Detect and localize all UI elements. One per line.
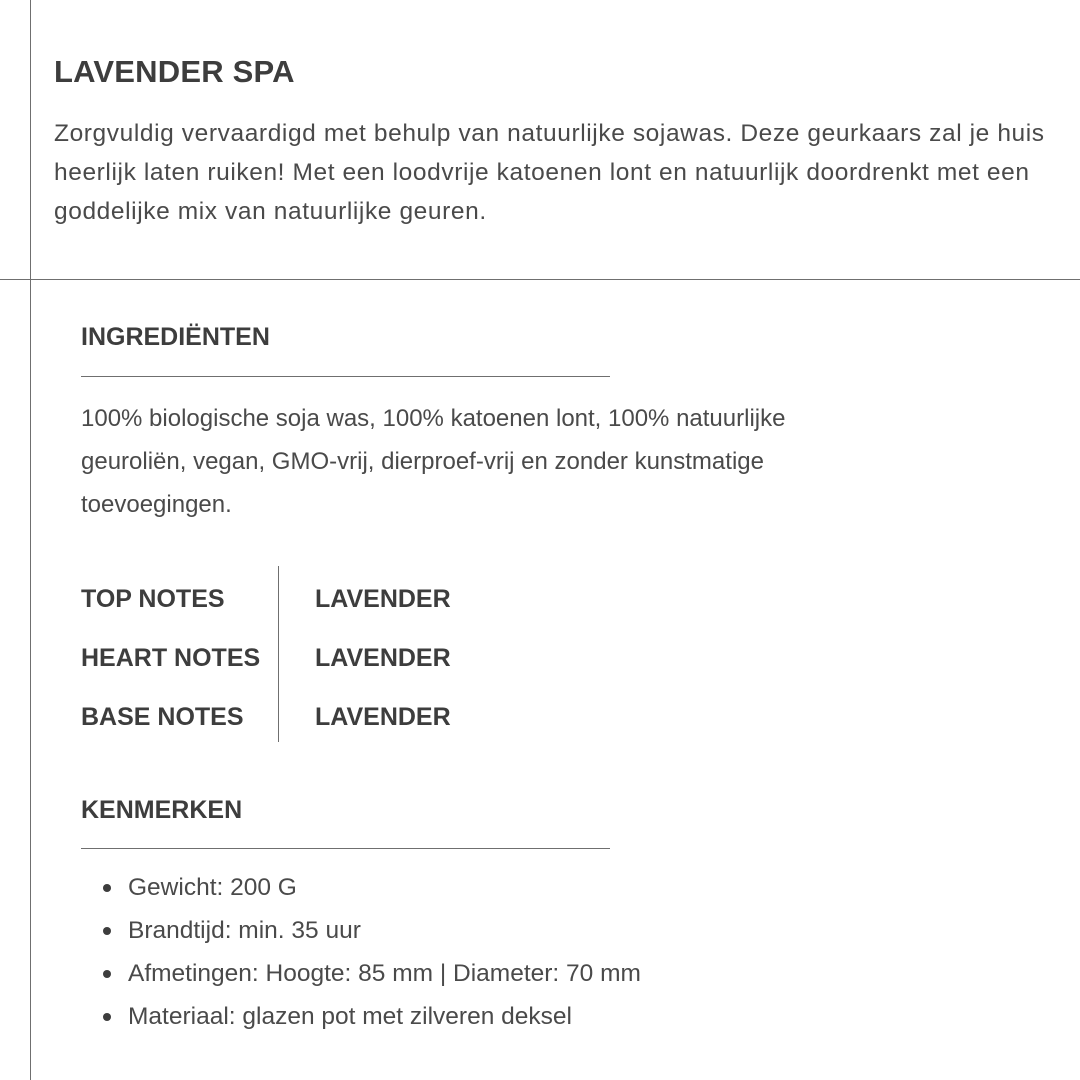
list-item <box>100 866 641 909</box>
bullet-icon <box>103 970 111 978</box>
product-description: Zorgvuldig vervaardigd met behulp van natuurlijke sojawas. Deze geurkaars zal je huis heerlijk laten ruiken! Met een loodvrije katoenen lont en natuurlijk doordrenkt met een goddelijke mix van natuurlijke geuren. <box>54 120 1045 225</box>
base-notes-label: BASE NOTES <box>81 703 244 731</box>
features-list <box>100 866 641 1038</box>
top-notes-value: LAVENDER <box>315 585 451 613</box>
feature-weight: Gewicht: 200 G <box>128 874 297 901</box>
bullet-icon <box>103 1013 111 1021</box>
ingredients-text: 100% biologische soja was, 100% katoenen lont, 100% natuurlijke geuroliën, vegan, GMO-vrij, dierproef-vrij en zonder kunstmatige toevoegingen. <box>81 405 786 518</box>
base-notes-value: LAVENDER <box>315 703 451 731</box>
list-item <box>100 952 641 995</box>
heart-notes-value: LAVENDER <box>315 644 451 672</box>
feature-material: Materiaal: glazen pot met zilveren deksel <box>128 1003 572 1030</box>
features-heading-rule <box>81 848 610 849</box>
ingredients-heading-rule <box>81 376 610 377</box>
feature-dimensions: Afmetingen: Hoogte: 85 mm | Diameter: 70 mm <box>128 960 641 987</box>
horizontal-divider <box>0 279 1080 280</box>
heart-notes-label: HEART NOTES <box>81 644 261 672</box>
notes-column-divider <box>278 566 279 742</box>
features-heading: KENMERKEN <box>81 796 243 824</box>
vertical-divider <box>30 0 31 1080</box>
list-item <box>100 909 641 952</box>
bullet-icon <box>103 884 111 892</box>
list-item <box>100 995 641 1038</box>
product-title: LAVENDER SPA <box>54 54 295 89</box>
bullet-icon <box>103 927 111 935</box>
ingredients-heading: INGREDIËNTEN <box>81 323 270 351</box>
feature-burn-time: Brandtijd: min. 35 uur <box>128 917 361 944</box>
top-notes-label: TOP NOTES <box>81 585 225 613</box>
